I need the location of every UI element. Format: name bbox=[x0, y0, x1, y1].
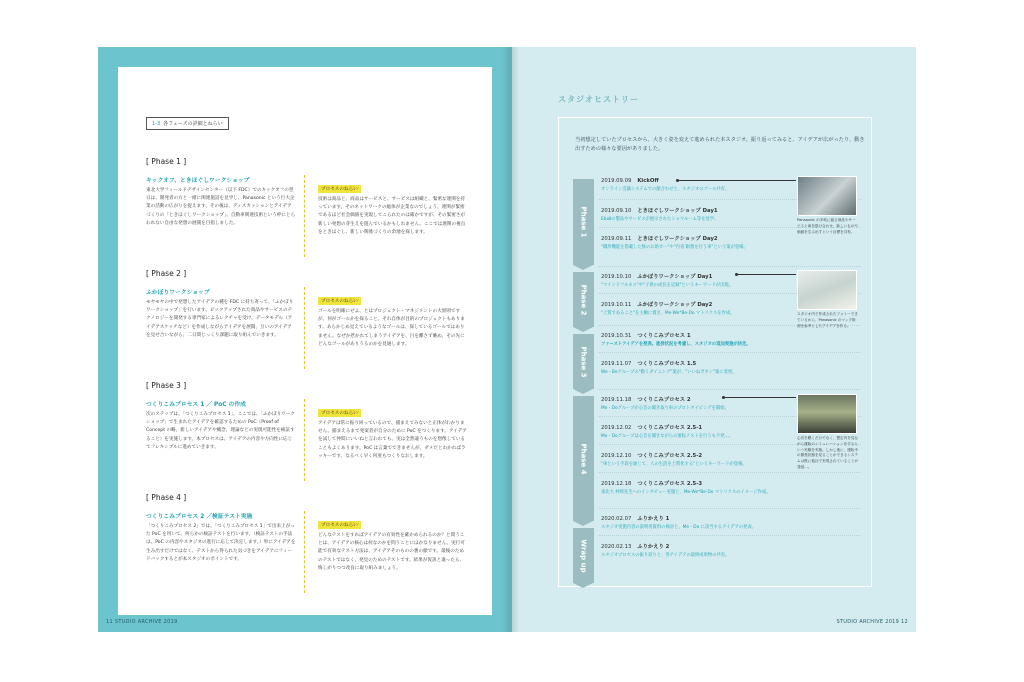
phase-tab-2: Phase 2 bbox=[573, 272, 594, 327]
workshop-photo-1 bbox=[797, 176, 857, 216]
event-divider bbox=[599, 266, 861, 267]
aim-box bbox=[318, 511, 468, 573]
event-divider bbox=[599, 508, 861, 509]
history-intro: 当初想定していたプロセスから、大きく姿を変えて進められた本スタジオ。振り返ってみると、アイデアが広がったり、動き出すための様々な要因がありました。 bbox=[575, 137, 865, 152]
right-page bbox=[512, 47, 916, 632]
pointer-line bbox=[724, 397, 796, 398]
pointer-line bbox=[737, 274, 796, 275]
phase-title: キックオフ、ときほぐしワークショップ bbox=[146, 178, 250, 184]
aim-box bbox=[318, 287, 468, 349]
dashed-separator bbox=[304, 175, 313, 257]
phase-tab-wrapup: Wrap up bbox=[573, 528, 594, 583]
aim-label: プロセスのねらい bbox=[318, 521, 361, 529]
dashed-separator bbox=[304, 399, 313, 481]
left-page bbox=[98, 47, 512, 632]
pointer-line bbox=[678, 180, 796, 181]
right-page-footer: STUDIO ARCHIVE 2019 12 bbox=[836, 619, 908, 625]
phase-body: モヤモヤの中で発想したアイデアの種を FDC に持ち寄って、「ふかぼりワークショップ」を行います。ピックアップされた商品やサービスのテクノロジーを開発する専門家によるレクチャを受け、データモデル（アイデアスケッチなど）を作成しながらアイデアを展開、互いのアイデアを見せ合いながら、二日間じっくり課題に取り組んでいきます。 bbox=[146, 300, 294, 338]
aim-body: ゴールを明確にせよ、とはプロジェクト・マネジメントの大原則ですが、何がゴールかを探ること、それ自体が目的のプロジェクトもあります。あらかじめ見えているようなゴールは、探しているゴールではありません。なぜか惹かれてしまうアイデアを、目を離さず眺め、その先にどんなゴールがありうるのかを見通します。 bbox=[318, 309, 465, 347]
phase-title: ふかぼりワークショップ bbox=[146, 290, 210, 296]
timeline-event: 2020.02.13 ふりかえり 2 スタジオプロセスの振り返りと、各アイデアの最終成果物の共有。 bbox=[601, 544, 730, 558]
aim-body: アイデアは常に振り回っているので、捕まえてみないと正体がわかりません。捕まえるまで発案者が自分のために PoC をつくります。アイデアを試して仲間にいいねと言われても、実は全然違うものを想像していることもよくあります。PoC は言葉でできませんが、ダメだとわかればラッキーです。なるべく早く何度もつくりなおします。 bbox=[318, 421, 467, 459]
phase-body: 東北大学フィールドデザインセンター（以下 FDC）でのキックオフの翌日は、開発者の方と一緒に関連施設を見学し、Panasonic という巨大企業の活動の広がりを捉えます。その後は、ディスカッションとアイデアづくりの「ときほぐしワークショップ」。自動車関連技術という枠にとらわれない自由な発想の展開を目指しました。 bbox=[146, 188, 296, 226]
phase-block-4 bbox=[146, 493, 486, 571]
phase-tab-1: Phase 1 bbox=[573, 179, 594, 265]
driving-simulation-photo bbox=[797, 394, 857, 434]
dashed-separator bbox=[304, 287, 313, 369]
phase-tab-3: Phase 3 bbox=[573, 334, 594, 389]
timeline-event: 2019.09.10 ときほぐしワークショップ Day1 EboⅡの製品やサービスが展示されたショウルーム等を見学。 bbox=[601, 208, 719, 222]
phase-label: [ Phase 4 ] bbox=[146, 493, 187, 502]
event-divider bbox=[599, 352, 861, 353]
left-page-footer: 11 STUDIO ARCHIVE 2019 bbox=[106, 619, 178, 625]
timeline-event: 2019.09.11 ときほぐしワークショップ Day2 "橋形機能を搭載した無のお助カー"や"内省 瞑想を行う車"という案が登場。 bbox=[601, 236, 748, 250]
workshop-photo-2 bbox=[797, 270, 857, 310]
event-divider bbox=[599, 472, 861, 473]
phase-label: [ Phase 1 ] bbox=[146, 157, 187, 166]
phase-tab-4: Phase 4 bbox=[573, 396, 594, 521]
phase-block-2 bbox=[146, 269, 486, 347]
phase-body: 次のステップは、「つくりこみプロセス 1」。ここでは、「ふかぼりワークショップ」で生まれたアイデアを確認するための PoC（Proof of Concept の略。新しいアイデアや概念、理論などの実現可能性を検証すること）を実施します。本プロセスは、アイデアの内容や方向性に応じてフレキシブルに進めていきます。 bbox=[146, 412, 295, 450]
phase-body: 「つくりこみプロセス 2」では、「つくりこみプロセス 1」で出来上がった PoC を用いて、何らかの検証テストを行います。（検証テストの手法は、PoC の内容やスタジオの進行に応じて決定します。）単にアイデアを生み出すだけではなく、テストから得られた気づきをアイデアにフィードバックするとが本スタジオのポイントです。 bbox=[146, 524, 296, 562]
timeline-event: 2019.10.10 ふかぼりワークショップ Day1 "マインドフルネス"や"子供の成長を記録"というキーワードが出現。 bbox=[601, 274, 733, 288]
phase-block-1 bbox=[146, 157, 486, 235]
photo-caption: 心音を聴くだけでなく、想定内を見ながら運転のシミュレーションをするという実験を実施。しかし後に、運転中の緊張状態を見ることができるシステムは既に他社で実現されていることが発覚…。 bbox=[797, 436, 859, 469]
aim-body: 技術は商品と、商品はサービスと、サービスは組織と、緊密な連関を持っています。そのネットワークの総体が企業なのでしょう。連関が緊密であるほど社会価値を実現してこられたのは確かですが、その緊密さが新しい発想の芽生えを阻んでいるかもしれません。ここでは連関の視点をときほぐし、新しい関係づくりの余地を探します。 bbox=[318, 197, 466, 235]
section-tag-number: 1-3 bbox=[152, 121, 161, 127]
aim-box bbox=[318, 399, 468, 461]
timeline-event: 2019.10.31 つくりこみプロセス 1 ファーストアイデアを発表。進捗状況を考慮し、スタジオの追加実施が決定。 bbox=[601, 333, 751, 347]
spine-shadow bbox=[502, 47, 520, 632]
event-divider bbox=[599, 389, 861, 390]
timeline-event: 2019.10.11 ふかぼりワークショップ Day2 "上質であること"を主軸に置き、Me-We*Be-Do マトリクスを作成。 bbox=[601, 302, 735, 316]
aim-label: プロセスのねらい bbox=[318, 185, 361, 193]
photo-caption: Panasonic の多岐に渡る商品やサービスと車を掛け合わせ、新しいものや価値を生み出すという目標を共有。 bbox=[797, 218, 858, 234]
phase-title: つくりこみプロセス 2 ／検証テスト実施 bbox=[146, 514, 253, 520]
phase-label: [ Phase 2 ] bbox=[146, 269, 187, 278]
aim-label: プロセスのねらい bbox=[318, 297, 361, 305]
event-divider bbox=[599, 535, 861, 536]
aim-body: どんなテストをすればアイデアの有効性を確かめられるのか？と問うことは、アイデアの核心は何なのかを問うことにほかなりません。実行可能で有効なテスト方法は、アイデアそのものの裏の顔です。最後のためのテストではなく、発見のためのテストです。結果が仮説と違ったら、悔しがりつつ改良に取り組みましょう。 bbox=[318, 533, 465, 571]
phase-block-3 bbox=[146, 381, 486, 459]
timeline-event: 2019.09.09 KickOff オンライン会議システムでの顔合わせと、スタジオのゴール共有。 bbox=[601, 178, 730, 192]
history-box bbox=[558, 117, 872, 587]
timeline-event: 2019.11.07 つくりこみプロセス 1.5 We・Beグループの"動くダイニング"案が、"いいねボタン"案に変更。 bbox=[601, 361, 737, 375]
photo-caption: スタジオ内で作成されたフォトーできているから、Panasonic のマップ紙面を参考としたアイデアを作る。 bbox=[797, 312, 858, 328]
dashed-separator bbox=[304, 511, 313, 593]
magazine-spread bbox=[98, 47, 916, 632]
timeline-event: 2019.11.18 つくりこみプロセス 2 Me・Doグループが心音の聞き取り車のプロトタイピングを開始。 bbox=[601, 397, 729, 411]
phase-title: つくりこみプロセス 1 ／ PoC の作成 bbox=[146, 402, 246, 408]
aim-box bbox=[318, 175, 468, 237]
section-tag bbox=[146, 117, 229, 130]
aim-label: プロセスのねらい bbox=[318, 409, 361, 417]
timeline-event: 2019.12.02 つくりこみプロセス 2.5-1 Me・Doグループは心音を聞きながらの運転テストを行うも不発…。 bbox=[601, 425, 734, 439]
section-tag-label: 各フェーズの詳細とねらい bbox=[163, 121, 223, 127]
phase-label: [ Phase 3 ] bbox=[146, 381, 187, 390]
timeline-event: 2020.02.07 ふりかえり 1 スタジオ実施内容の説明用資料の検討と、Me・Do に該当するアイデアの発表。 bbox=[601, 516, 757, 530]
history-title: スタジオヒストリー bbox=[558, 95, 639, 104]
timeline-event: 2019.12.10 つくりこみプロセス 2.5-2 "車という手段を通じて、人の生活を上質化する"というキーワードが登場。 bbox=[601, 453, 747, 467]
timeline-event: 2019.12.18 つくりこみプロセス 2.5-3 東北大 村崎先生へのインタビュー実施と、Me-We*Be-Do マトリクスのイメージ作成。 bbox=[601, 481, 771, 495]
